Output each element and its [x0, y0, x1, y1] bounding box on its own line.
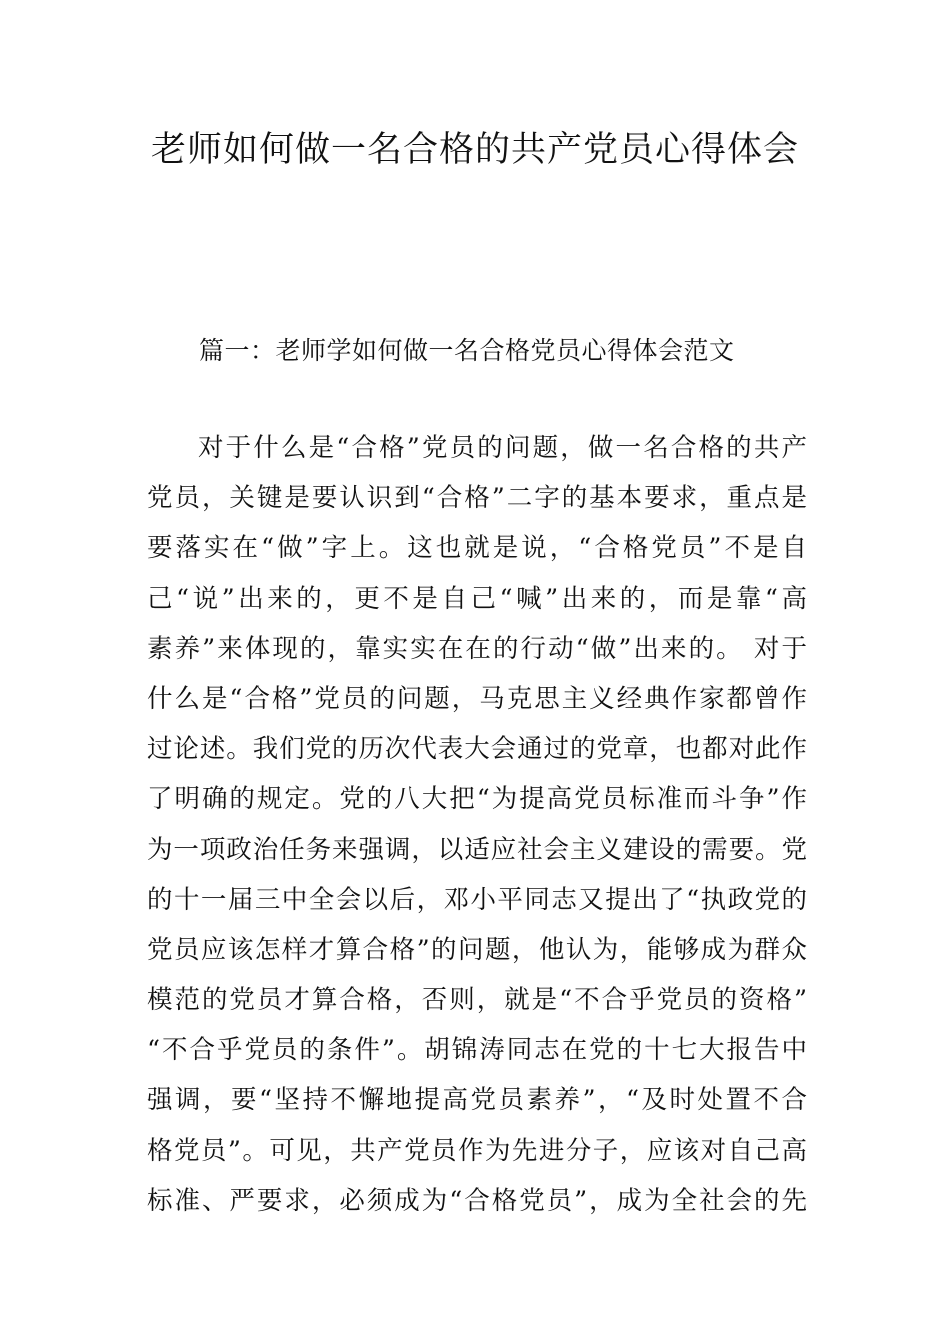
- body-line: 标准、严要求，必须成为“合格党员”，成为全社会的先: [147, 1185, 807, 1216]
- body-line: 的十一届三中全会以后，邓小平同志又提出了“执政党的: [147, 884, 807, 915]
- body-line: 素养”来体现的，靠实实在在的行动“做”出来的。 对于: [147, 633, 807, 664]
- body-line: 了明确的规定。党的八大把“为提高党员标准而斗争”作: [147, 784, 807, 815]
- body-line: 过论述。我们党的历次代表大会通过的党章，也都对此作: [147, 734, 807, 765]
- body-line: “不合乎党员的条件”。胡锦涛同志在党的十七大报告中: [147, 1035, 807, 1066]
- body-line: 什么是“合格”党员的问题，马克思主义经典作家都曾作: [147, 683, 807, 714]
- body-line: 己“说”出来的，更不是自己“喊”出来的，而是靠“高: [147, 583, 807, 614]
- body-line: 为一项政治任务来强调，以适应社会主义建设的需要。党: [147, 834, 807, 865]
- body-line: 对于什么是“合格”党员的问题，做一名合格的共产: [198, 433, 807, 463]
- body-line: 党员，关键是要认识到“合格”二字的基本要求，重点是: [147, 483, 807, 514]
- body-line: 党员应该怎样才算合格”的问题，他认为，能够成为群众: [147, 934, 807, 965]
- body-line: 格党员”。可见，共产党员作为先进分子，应该对自己高: [147, 1135, 807, 1166]
- body-line: 强调，要“坚持不懈地提高党员素养”，“及时处置不合: [147, 1085, 807, 1116]
- body-line: 要落实在“做”字上。这也就是说，“合格党员”不是自: [147, 533, 807, 564]
- body-paragraph: [147, 423, 807, 1226]
- section-heading: 篇一：老师学如何做一名合格党员心得体会范文: [199, 336, 735, 365]
- body-line: 模范的党员才算合格，否则，就是“不合乎党员的资格”: [147, 985, 807, 1016]
- document-title: 老师如何做一名合格的共产党员心得体会: [150, 130, 799, 170]
